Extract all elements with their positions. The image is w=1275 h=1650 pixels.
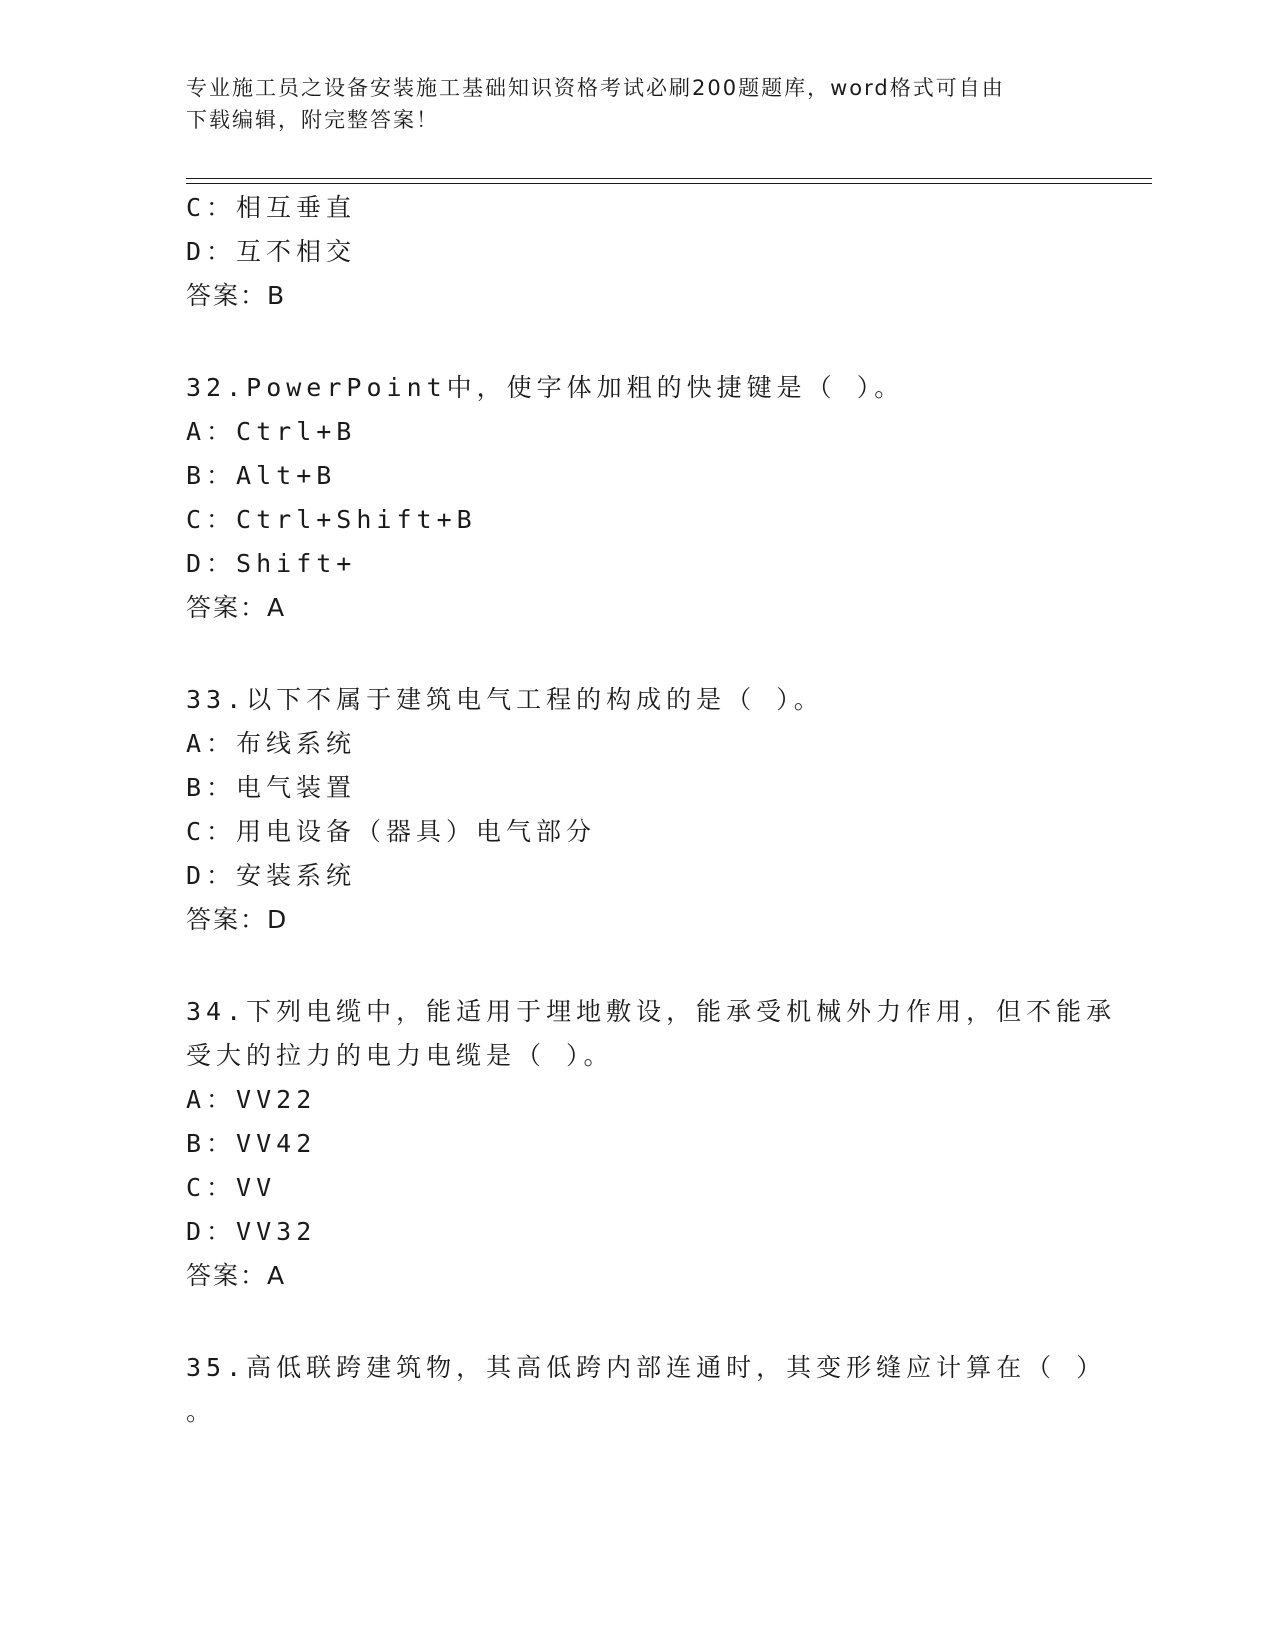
q31-option-d: D：互不相交 — [186, 237, 357, 266]
q31-option-c: C：相互垂直 — [186, 193, 357, 222]
q32-option-c: C：Ctrl+Shift+B — [186, 505, 477, 534]
q33-option-a: A：布线系统 — [186, 729, 357, 758]
q32-stem: 32.PowerPoint中，使字体加粗的快捷键是（ ）。 — [186, 373, 905, 402]
q32-option-a: A：Ctrl+B — [186, 417, 357, 446]
q34-stem-line-1: 34.下列电缆中，能适用于埋地敷设，能承受机械外力作用，但不能承 — [186, 997, 1117, 1026]
q34-option-c: C：VV — [186, 1173, 277, 1202]
q34-option-b: B：VV42 — [186, 1129, 317, 1158]
q34-answer: 答案：A — [186, 1261, 287, 1290]
q32-option-d: D：Shift+ — [186, 549, 357, 578]
q32-option-b: B：Alt+B — [186, 461, 337, 490]
q34-option-d: D：VV32 — [186, 1217, 317, 1246]
q33-option-c: C：用电设备（器具）电气部分 — [186, 817, 597, 846]
q35-stem-line-1: 35.高低联跨建筑物，其高低跨内部连通时，其变形缝应计算在（ ） — [186, 1353, 1107, 1382]
header-title-line-1: 专业施工员之设备安装施工基础知识资格考试必刷200题题库，word格式可自由 — [186, 76, 1005, 100]
q34-option-a: A：VV22 — [186, 1085, 317, 1114]
q33-option-d: D：安装系统 — [186, 861, 357, 890]
header-divider-top — [186, 178, 1152, 179]
header-title-line-2: 下载编辑，附完整答案！ — [186, 108, 439, 132]
q32-answer: 答案：A — [186, 593, 287, 622]
q34-stem-line-2: 受大的拉力的电力电缆是（ ）。 — [186, 1041, 614, 1070]
document-header — [186, 72, 1066, 136]
q35-stem-line-2: 。 — [186, 1397, 217, 1426]
q33-answer: 答案：D — [186, 905, 289, 934]
header-divider-bottom — [186, 183, 1152, 184]
q33-stem: 33.以下不属于建筑电气工程的构成的是（ ）。 — [186, 685, 824, 714]
q33-option-b: B：电气装置 — [186, 773, 357, 802]
q31-answer: 答案：B — [186, 281, 287, 310]
